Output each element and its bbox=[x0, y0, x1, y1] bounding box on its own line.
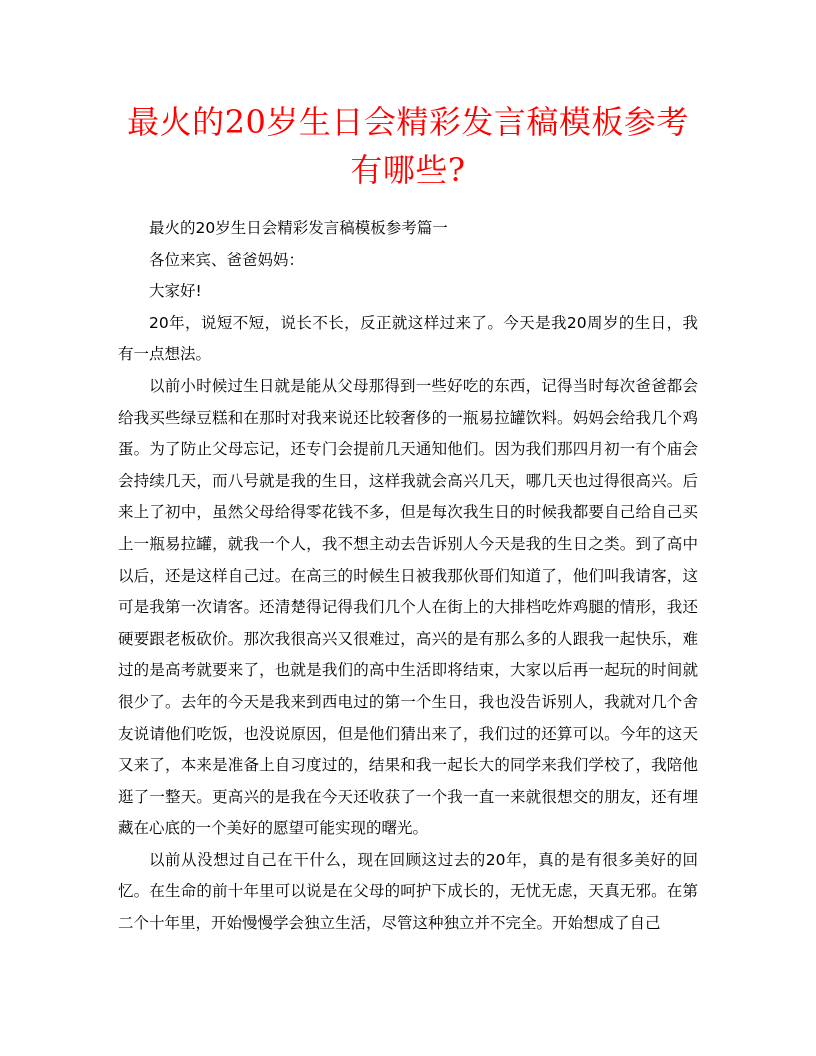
greeting: 大家好! bbox=[149, 282, 202, 301]
document-title: 最火的20岁生日会精彩发言稿模板参考有哪些? bbox=[127, 103, 689, 189]
paragraph: 20年，说短不短，说长不长，反正就这样过来了。今天是我20周岁的生日，我有一点想法。 bbox=[118, 313, 698, 364]
section-heading: 最火的20岁生日会精彩发言稿模板参考篇一 bbox=[149, 219, 448, 237]
paragraph: 以前从没想过自己在干什么，现在回顾这过去的20年，真的是有很多美好的回忆。在生命的前十年里可以说是在父母的呵护下成长的，无忧无虑，天真无邪。在第二个十年里，开始慢慢学会独立生活，尽管这种独立并不完全。开始想成了自己 bbox=[118, 850, 698, 933]
salutation: 各位来宾、爸爸妈妈： bbox=[149, 250, 305, 269]
document-body bbox=[118, 213, 698, 940]
paragraph: 以前小时候过生日就是能从父母那得到一些好吃的东西，记得当时每次爸爸都会给我买些绿豆糕和在那时对我来说还比较奢侈的一瓶易拉罐饮料。妈妈会给我几个鸡蛋。为了防止父母忘记，还专门会提前几天通知他们。因为我们那四月初一有个庙会会持续几天，而八号就是我的生日，这样我就会高兴几天，哪几天也过得很高兴。后来上了初中，虽然父母给得零花钱不多，但是每次我生日的时候我都要自己给自己买上一瓶易拉罐，就我一个人，我不想主动去告诉别人今天是我的生日之类。到了高中以后，还是这样自己过。在高三的时候生日被我那伙哥们知道了，他们叫我请客，这可是我第一次请客。还清楚得记得我们几个人在街上的大排档吃炸鸡腿的情形，我还硬要跟老板砍价。那次我很高兴又很难过，高兴的是有那么多的人跟我一起快乐，难过的是高考就要来了，也就是我们的高中生活即将结束，大家以后再一起玩的时间就很少了。去年的今天是我来到西电过的第一个生日，我也没告诉别人，我就对几个舍友说请他们吃饭，也没说原因，但是他们猜出来了，我们过的还算可以。今年的这天又来了，本来是准备上自习度过的，结果和我一起长大的同学来我们学校了，我陪他逛了一整天。更高兴的是我在今天还收获了一个我一直一来就很想交的朋友，还有埋藏在心底的一个美好的愿望可能实现的曙光。 bbox=[118, 376, 698, 838]
